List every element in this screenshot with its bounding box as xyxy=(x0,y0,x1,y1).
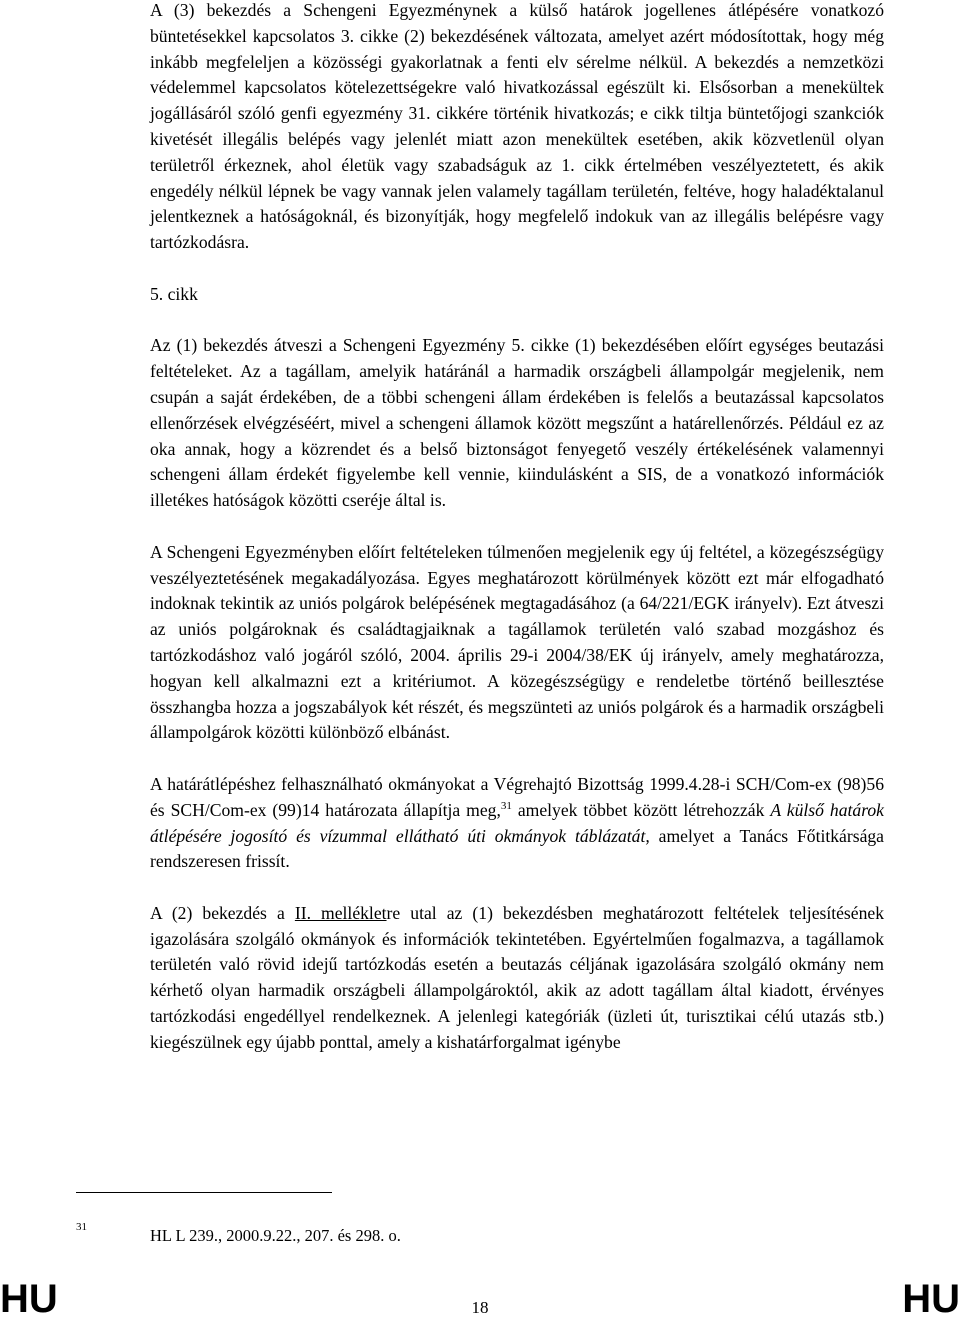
paragraph-5 xyxy=(150,901,884,1056)
paragraph-1: A (3) bekezdés a Schengeni Egyezménynek a külső határok jogellenes átlépésére vonatkozó büntetésekkel kapcsolatos 3. cikke (2) bekezdésének változata, amelyet azért módosítottak, hogy még inkább megfeleljen a közösségi gyakorlatnak a fenti elv sérelme nélkül. A bekezdés a nemzetközi védelemmel kapcsolatos kötelezettségekre való hivatkozással egészült ki. Elsősorban a menekültek jogállásáról szóló genfi egyezmény 31. cikkére történik hivatkozás; e cikk tiltja büntetőjogi szankciók kivetését illegális belépés vagy jelenlét miatt azon menekültek esetében, akik közvetlenül olyan területről érkeznek, ahol életük vagy szabadságuk az 1. cikk értelmében veszélyeztetett, és akik engedély nélkül lépnek be vagy vannak jelen valamely tagállam területén, feltéve, hogy haladéktalanul jelentkeznek a hatóságoknál, és bizonyítják, hogy megfelelő indokuk van az illegális belépésre vagy tartózkodásra. xyxy=(150,0,884,253)
paragraph-4-text-3: amelyet a Tanács Főtitkársága rendszeresen frissít. xyxy=(150,825,884,872)
paragraph-4 xyxy=(150,772,884,875)
table-title-italic: A külső határok átlépésére jogosító és vízummal ellátható úti okmányok táblázatát, xyxy=(150,799,884,846)
annex-link[interactable]: II. melléklet xyxy=(294,902,387,923)
paragraph-4-text-1: A határátlépéshez felhasználható okmányokat a Végrehajtó Bizottság 1999.4.28-i SCH/Com-ex (98)56 és SCH/Com-ex (99)14 határozata állapítja meg, xyxy=(150,773,884,820)
paragraph-3: A Schengeni Egyezményben előírt feltételeken túlmenően megjelenik egy új feltétel, a közegészségügy veszélyeztetésének megakadályozása. Egyes meghatározott körülmények között ezt már elfogadható indoknak tekintik az uniós polgárok belépésének megtagadásához (a 64/221/EGK irányelv). Ezt átveszi az uniós polgároknak és családtagjaiknak a tagállamok területén való szabad mozgáshoz és tartózkodáshoz való jogáról szóló, 2004. április 29-i 2004/38/EK új irányelv, amely meghatározza, hogyan kell alkalmazni ezt a kritériumot. A közegészségügy e rendeletbe történő beillesztése összhangba hozza a jogszabályok két részét, és megszünteti az uniós polgárok és a harmadik országbeli állampolgárok közötti különböző elbánást. xyxy=(150,541,884,743)
footnote-number: 31 xyxy=(76,1221,87,1233)
language-code-left: HU xyxy=(0,1277,58,1321)
paragraph-5-text-2: re utal az (1) bekezdésben meghatározott feltételek teljesítésének igazolására szolgáló okmányok és információk tekintetében. Egyértelműen fogalmazva, a tagállamok területén való rövid idejű tartózkodás esetén a beutazás céljának igazolására szolgáló okmány nem kérhető olyan harmadik országbeli állampolgároktól, akik az adott tagállam által kiadott, érvényes tartózkodási engedéllyel rendelkeznek. A jelenlegi kategóriák (üzleti út, turisztikai célú utazás stb.) kiegészülnek egy újabb ponttal, amely a kishatárforgalmat igénybe xyxy=(150,902,884,1052)
paragraph-4-text-2: amelyek többet között létrehozzák xyxy=(511,799,771,820)
footnote-divider xyxy=(76,1192,332,1193)
language-code-right: HU xyxy=(902,1277,960,1321)
paragraph-2: Az (1) bekezdés átveszi a Schengeni Egyezmény 5. cikke (1) bekezdésében előírt egységes beutazási feltételeket. Az a tagállam, amelyik határánál a harmadik országbeli állampolgár megjelenik, nem csupán a saját érdekében, de a többi schengeni állam érdekében is felelős a beutazással kapcsolatos ellenőrzések elvégzéséért, mivel a schengeni államok között megszűnt a határellenőrzés. Például ez az oka annak, hogy a közrendet és a belső biztonságot fenyegető veszély értékelésének valamennyi schengeni állam érdekét figyelembe kell vennie, kiindulásként a SIS, de a vonatkozó információk illetékes hatóságok közötti cseréje által is. xyxy=(150,335,884,511)
footnote-reference[interactable]: 31 xyxy=(500,799,512,812)
document-body xyxy=(150,0,884,1081)
footnote-text: HL L 239., 2000.9.22., 207. és 298. o. xyxy=(150,1226,401,1245)
page-number: 18 xyxy=(471,1298,489,1317)
paragraph-5-text-1: A (2) bekezdés a xyxy=(150,902,295,923)
section-heading: 5. cikk xyxy=(150,283,198,304)
